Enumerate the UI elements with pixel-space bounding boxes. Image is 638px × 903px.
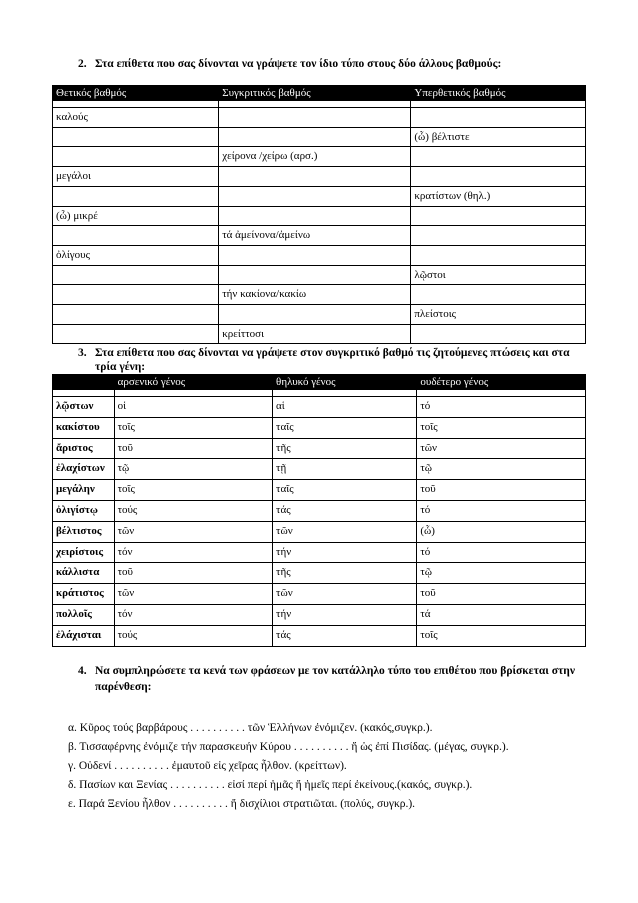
table-cell[interactable]: (ὦ) μικρέ: [53, 206, 219, 226]
adjective-cell: κράτιστος: [53, 584, 115, 605]
table-cell[interactable]: [53, 305, 219, 325]
table-cell[interactable]: [219, 186, 411, 206]
table-cell[interactable]: [411, 285, 586, 305]
table-cell[interactable]: [219, 305, 411, 325]
table-cell[interactable]: τόν: [114, 604, 272, 625]
table-cell[interactable]: [411, 206, 586, 226]
table-cell[interactable]: τάς: [273, 625, 417, 646]
table-cell[interactable]: [219, 245, 411, 265]
table-cell[interactable]: [411, 108, 586, 128]
adjective-cell: πολλοῖς: [53, 604, 115, 625]
table-cell[interactable]: τά ἀμείνονα/ἀμείνω: [219, 226, 411, 246]
table-cell[interactable]: [53, 186, 219, 206]
question-text-line-2: παρένθεση:: [95, 681, 152, 693]
table-cell[interactable]: τοῦ: [417, 480, 586, 501]
header-cell: ουδέτερο γένος: [417, 375, 586, 390]
table-cell[interactable]: χείρονα /χείρω (αρσ.): [219, 147, 411, 167]
header-cell: Θετικός βαθμός: [53, 86, 219, 101]
comparative-table: [52, 374, 586, 647]
table-row: [53, 127, 586, 147]
table-header-row: [53, 375, 586, 390]
table-cell[interactable]: ταῖς: [273, 417, 417, 438]
table-row: [53, 480, 586, 501]
table-row: [53, 108, 586, 128]
table-cell[interactable]: τοῖς: [417, 417, 586, 438]
table-cell[interactable]: τῷ: [417, 459, 586, 480]
question-text-line-2: τρία γένη:: [95, 361, 146, 373]
table-cell[interactable]: τῶν: [114, 584, 272, 605]
table-cell[interactable]: [219, 127, 411, 147]
table-cell[interactable]: τό: [417, 397, 586, 418]
table-cell[interactable]: [53, 147, 219, 167]
adjective-cell: ἐλαχίστων: [53, 459, 115, 480]
table-cell[interactable]: (ὦ): [417, 521, 586, 542]
table-cell[interactable]: τά: [417, 604, 586, 625]
question-text: Στα επίθετα που σας δίνονται να γράψετε τον ίδιο τύπο στους δύο άλλους βαθμούς:: [95, 58, 502, 70]
table-cell[interactable]: τοῖς: [417, 625, 586, 646]
adjective-cell: βέλτιστος: [53, 521, 115, 542]
table-cell[interactable]: [219, 167, 411, 187]
table-row: [53, 167, 586, 187]
adjective-cell: λῷστων: [53, 397, 115, 418]
table-cell[interactable]: τῶν: [417, 438, 586, 459]
sentence-item: δ. Πασίων και Ξενίας . . . . . . . . . . εἰσί περί ἡμᾶς ἤ ἡμεῖς περί ἐκείνους.(κακός, συγκρ.).: [68, 779, 473, 791]
table-row: [53, 285, 586, 305]
table-cell[interactable]: ὀλίγους: [53, 245, 219, 265]
table-row: [53, 324, 586, 344]
table-cell[interactable]: τῶν: [273, 521, 417, 542]
table-cell[interactable]: [219, 206, 411, 226]
header-cell: Υπερθετικός βαθμός: [411, 86, 586, 101]
table-header-row: [53, 86, 586, 101]
table-row: [53, 542, 586, 563]
table-cell[interactable]: τοῖς: [114, 417, 272, 438]
table-cell[interactable]: τοῖς: [114, 480, 272, 501]
table-cell[interactable]: [53, 226, 219, 246]
adjective-cell: ὀλιγίστῳ: [53, 500, 115, 521]
table-cell[interactable]: μεγάλοι: [53, 167, 219, 187]
table-cell[interactable]: [411, 245, 586, 265]
header-cell: Συγκριτικός βαθμός: [219, 86, 411, 101]
table-cell[interactable]: τόν: [114, 542, 272, 563]
table-row: [53, 305, 586, 325]
table-row: [53, 265, 586, 285]
table-row: [53, 147, 586, 167]
table-cell[interactable]: τοῦ: [114, 563, 272, 584]
table-cell[interactable]: [411, 167, 586, 187]
table-cell[interactable]: τό: [417, 500, 586, 521]
table-cell[interactable]: κρείττοσι: [219, 324, 411, 344]
table-row: [53, 417, 586, 438]
table-cell[interactable]: καλούς: [53, 108, 219, 128]
header-cell: αρσενικό γένος: [114, 375, 272, 390]
table-cell[interactable]: τάς: [273, 500, 417, 521]
table-cell[interactable]: τῶν: [273, 584, 417, 605]
table-cell[interactable]: τό: [417, 542, 586, 563]
sentence-item: ε. Παρά Ξενίου ἦλθον . . . . . . . . . . ἤ δισχίλιοι στρατιῶται. (πολύς, συγκρ.).: [68, 798, 416, 810]
fill-in-sentences: [68, 719, 509, 814]
table-row: [53, 459, 586, 480]
table-cell[interactable]: [411, 147, 586, 167]
table-cell[interactable]: τήν: [273, 542, 417, 563]
table-cell[interactable]: τούς: [114, 625, 272, 646]
table-cell[interactable]: κρατίστων (θηλ.): [411, 186, 586, 206]
table-cell[interactable]: τήν: [273, 604, 417, 625]
table-row: [53, 563, 586, 584]
table-row: [53, 206, 586, 226]
table-cell[interactable]: τήν κακίονα/κακίω: [219, 285, 411, 305]
table-cell[interactable]: [53, 127, 219, 147]
table-row: [53, 226, 586, 246]
adjective-cell: κάλλιστα: [53, 563, 115, 584]
table-cell[interactable]: λῷστοι: [411, 265, 586, 285]
table-cell[interactable]: [219, 265, 411, 285]
adjective-cell: ἐλάχισται: [53, 625, 115, 646]
table-cell[interactable]: τῶν: [114, 521, 272, 542]
question-number: 3.: [78, 347, 87, 359]
table-cell[interactable]: τοῦ: [114, 438, 272, 459]
adjective-cell: κακίστου: [53, 417, 115, 438]
table-cell[interactable]: τούς: [114, 500, 272, 521]
table-cell[interactable]: [53, 324, 219, 344]
table-cell[interactable]: [411, 226, 586, 246]
table-cell[interactable]: τῇ: [273, 459, 417, 480]
table-cell[interactable]: τῷ: [114, 459, 272, 480]
question-text-line-1: Στα επίθετα που σας δίνονται να γράψετε στον συγκριτικό βαθμό τις ζητούμενες πτώσεις και στα: [95, 347, 570, 359]
spacer-row: [53, 390, 586, 397]
table-row: [53, 245, 586, 265]
adjective-cell: χειρίστοις: [53, 542, 115, 563]
table-cell[interactable]: [53, 265, 219, 285]
question-text-line-1: Να συμπληρώσετε τα κενά των φράσεων με τον κατάλληλο τύπο του επιθέτου που βρίσκεται στην: [95, 665, 575, 677]
table-row: [53, 186, 586, 206]
table-row: [53, 521, 586, 542]
sentence-item: α. Κῦρος τούς βαρβάρους . . . . . . . . . . τῶν Ἑλλήνων ἐνόμιζεν. (κακός,συγκρ.).: [68, 722, 433, 734]
table-cell[interactable]: [411, 324, 586, 344]
spacer-row: [53, 101, 586, 108]
table-row: [53, 438, 586, 459]
table-row: [53, 604, 586, 625]
question-number: 4.: [78, 665, 87, 677]
table-cell[interactable]: [53, 285, 219, 305]
table-cell[interactable]: τῷ: [417, 563, 586, 584]
table-cell[interactable]: (ὦ) βέλτιστε: [411, 127, 586, 147]
sentence-item: γ. Οὐδενί . . . . . . . . . . ἐμαυτοῦ εἰς χεῖρας ἦλθον. (κρείττων).: [68, 760, 347, 772]
table-row: [53, 625, 586, 646]
table-row: [53, 397, 586, 418]
degrees-table: [52, 85, 586, 344]
table-cell[interactable]: αἱ: [273, 397, 417, 418]
table-cell[interactable]: οἱ: [114, 397, 272, 418]
table-cell[interactable]: τῆς: [273, 438, 417, 459]
table-row: [53, 584, 586, 605]
adjective-cell: ἄριστος: [53, 438, 115, 459]
table-row: [53, 500, 586, 521]
table-cell[interactable]: πλείστοις: [411, 305, 586, 325]
question-number: 2.: [78, 58, 87, 70]
header-cell: [53, 375, 115, 390]
table-cell[interactable]: [219, 108, 411, 128]
table-cell[interactable]: ταῖς: [273, 480, 417, 501]
header-cell: θηλυκό γένος: [273, 375, 417, 390]
sentence-item: β. Τισσαφέρνης ἐνόμιζε τήν παρασκευήν Κύρου . . . . . . . . . . ἤ ὡς ἐπί Πισίδας. (μέγας, συγκρ.).: [68, 741, 509, 753]
table-cell[interactable]: τοῦ: [417, 584, 586, 605]
table-cell[interactable]: τῆς: [273, 563, 417, 584]
adjective-cell: μεγάλην: [53, 480, 115, 501]
